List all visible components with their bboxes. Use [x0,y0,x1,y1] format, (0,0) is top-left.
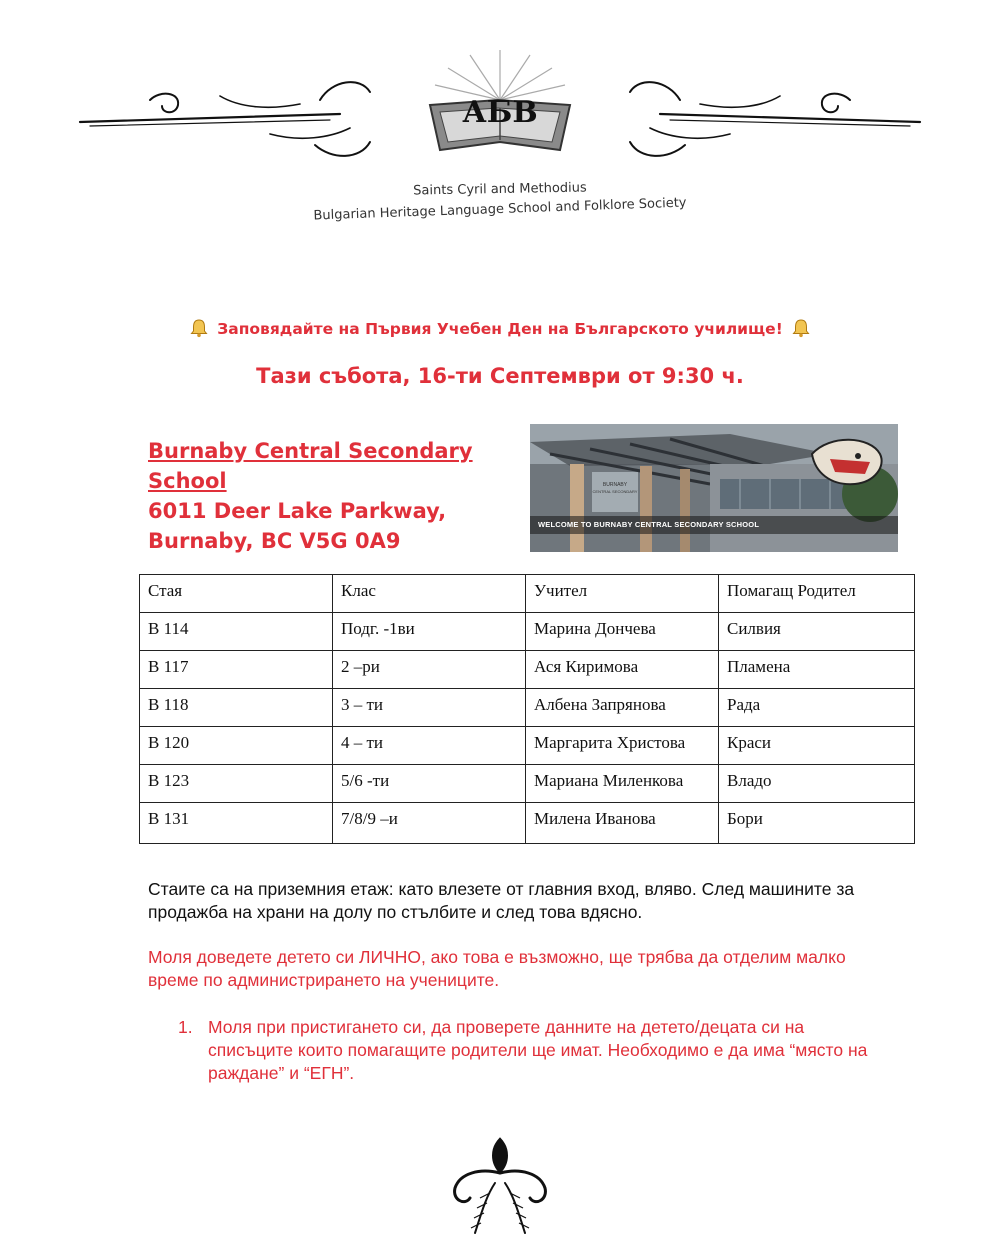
table-row [140,765,915,803]
cell-room: B 131 [140,803,333,844]
cell-parent: Бори [719,803,915,844]
photo-sign-text-2: CENTRAL SECONDARY [592,489,638,494]
cell-parent: Краси [719,727,915,765]
floor-directions: Стаите са на приземния етаж: като влезете от главния вход, вляво. След машините за продажба на храни на долу по стълбите и след това вдясно. [148,879,855,922]
cell-parent: Рада [719,689,915,727]
cell-class: 7/8/9 –и [333,803,526,844]
personal-note: Моля доведете детето си ЛИЧНО, ако това е възможно, ще трябва да отделим малко време по администрирането на учениците. [148,947,846,990]
table-header-row [140,575,915,613]
cell-teacher: Мариана Миленкова [526,765,719,803]
date-headline: Тази събота, 16-ти Септември от 9:30 ч. [256,364,744,388]
footer-ornament [440,1128,560,1238]
logo-monogram: АБВ [462,95,538,130]
cell-class: 2 –ри [333,651,526,689]
cell-room: B 114 [140,613,333,651]
cell-teacher: Маргарита Христова [526,727,719,765]
cell-room: B 118 [140,689,333,727]
photo-banner: WELCOME TO BURNABY CENTRAL SECONDARY SCHOOL [530,516,898,534]
cell-teacher: Ася Киримова [526,651,719,689]
cell-room: B 120 [140,727,333,765]
cell-room: B 117 [140,651,333,689]
cell-class: 4 – ти [333,727,526,765]
school-address [148,436,508,556]
cell-class: 3 – ти [333,689,526,727]
photo-sign-text-1: BURNABY [602,482,628,488]
table-row [140,613,915,651]
cell-class: Подг. -1ви [333,613,526,651]
cell-parent: Силвия [719,613,915,651]
table-row [140,689,915,727]
header-class: Клас [333,575,526,613]
address-city: Burnaby, BC V5G 0A9 [148,529,401,553]
school-logo-ornament [70,30,930,180]
class-table [139,574,915,844]
bell-icon [189,318,209,338]
school-photo [530,424,898,552]
cell-class: 5/6 -ти [333,765,526,803]
cell-teacher: Албена Запрянова [526,689,719,727]
cell-teacher: Милена Иванова [526,803,719,844]
table-row [140,727,915,765]
cell-teacher: Марина Дончева [526,613,719,651]
header-parent: Помагащ Родител [719,575,915,613]
header-room: Стая [140,575,333,613]
cell-parent: Владо [719,765,915,803]
list-item: Моля при пристигането си, да проверете данните на детето/децата си на списъците които помагащите родители ще имат. Необходимо е да има “място на раждане” и “ЕГН”. [208,1017,868,1083]
header-teacher: Учител [526,575,719,613]
logo-caption-line2: Bulgarian Heritage Language School and Folklore Society [313,195,687,224]
address-street: 6011 Deer Lake Parkway, [148,499,447,523]
cell-parent: Пламена [719,651,915,689]
table-row [140,651,915,689]
school-name-link[interactable]: Burnaby Central Secondary School [148,439,473,493]
invite-headline [0,318,1000,338]
list-number: 1. [178,1017,193,1037]
logo-caption-line1: Saints Cyril and Methodius [413,180,587,199]
invite-text: Заповядайте на Първия Учебен Ден на Българското училище! [217,320,783,338]
bell-icon [791,318,811,338]
table-row [140,803,915,844]
cell-room: B 123 [140,765,333,803]
